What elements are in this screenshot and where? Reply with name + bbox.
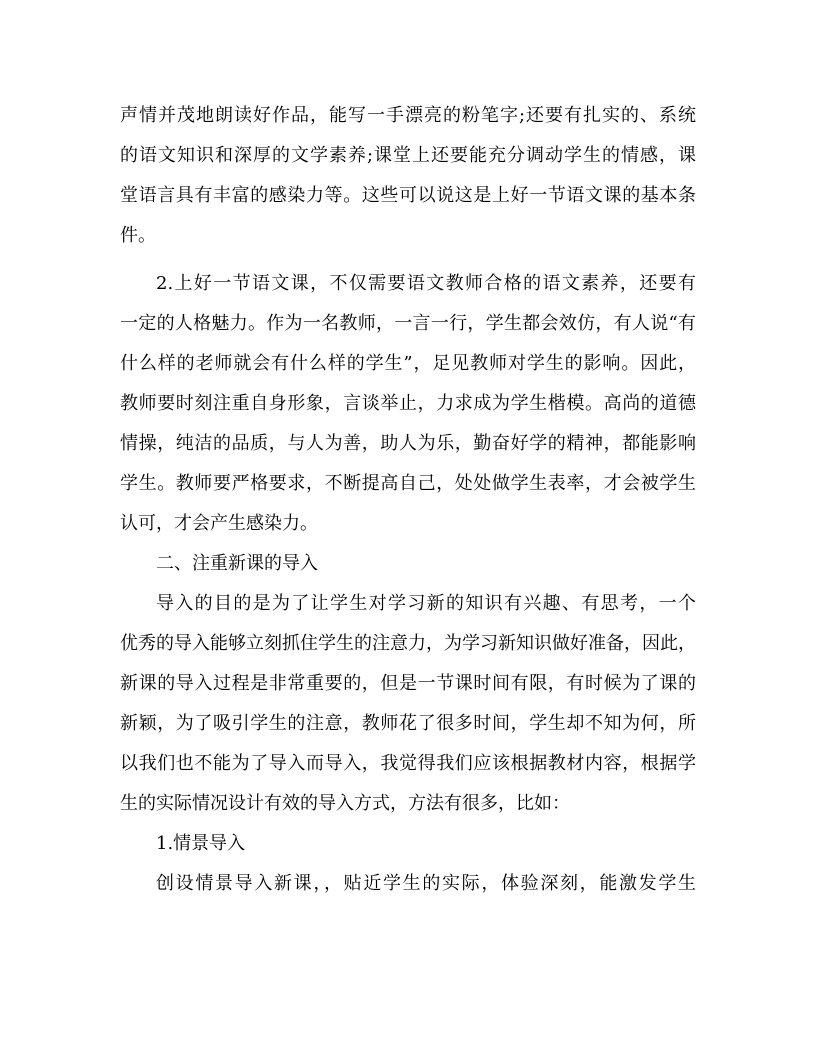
paragraph-gap xyxy=(120,256,696,264)
paragraph-3-line: 新颖，为了吸引学生的注意，教师花了很多时间，学生却不知为何，所 xyxy=(120,713,696,734)
paragraph-1 xyxy=(120,96,696,256)
paragraph-2-line: 一定的人格魅力。作为一名教师，一言一行，学生都会效仿，有人说“有 xyxy=(120,313,696,334)
paragraph-2-line: 什么样的老师就会有什么样的学生”，足见教师对学生的影响。因此， xyxy=(120,353,696,374)
document-page xyxy=(120,96,696,904)
paragraph-3-line: 以我们也不能为了导入而导入，我觉得我们应该根据教材内容，根据学 xyxy=(120,753,696,774)
paragraph-1-line: 件。 xyxy=(120,225,156,246)
paragraph-1-line: 的语文知识和深厚的文学素养;课堂上还要能充分调动学生的情感，课 xyxy=(120,145,696,166)
paragraph-3-line: 优秀的导入能够立刻抓住学生的注意力，为学习新知识做好准备，因此， xyxy=(120,633,696,654)
paragraph-1-line: 声情并茂地朗读好作品，能写一手漂亮的粉笔字;还要有扎实的、系统 xyxy=(120,105,696,126)
paragraph-3 xyxy=(120,584,696,824)
paragraph-3-line: 新课的导入过程是非常重要的，但是一节课时间有限，有时候为了课的 xyxy=(120,673,696,694)
paragraph-1-line: 堂语言具有丰富的感染力等。这些可以说这是上好一节语文课的基本条 xyxy=(120,185,696,206)
paragraph-2-line: 教师要时刻注重自身形象，言谈举止，力求成为学生楷模。高尚的道德 xyxy=(120,393,696,414)
paragraph-2-line: 情操，纯洁的品质，与人为善，助人为乐，勤奋好学的精神，都能影响 xyxy=(120,433,696,454)
section-heading: 二、注重新课的导入 xyxy=(156,553,318,574)
paragraph-4-line: 创设情景导入新课，，贴近学生的实际，体验深刻，能激发学生 xyxy=(156,873,696,894)
subsection-heading: 1.情景导入 xyxy=(156,833,246,854)
paragraph-3-line: 生的实际情况设计有效的导入方式，方法有很多，比如： xyxy=(120,793,570,814)
paragraph-2-line: 2.上好一节语文课，不仅需要语文教师合格的语文素养，还要有 xyxy=(156,273,696,294)
paragraph-2 xyxy=(120,264,696,544)
paragraph-3-line: 导入的目的是为了让学生对学习新的知识有兴趣、有思考，一个 xyxy=(156,593,696,614)
paragraph-2-line: 认可，才会产生感染力。 xyxy=(120,513,318,534)
paragraph-4 xyxy=(120,864,696,904)
paragraph-2-line: 学生。教师要严格要求，不断提高自己，处处做学生表率，才会被学生 xyxy=(120,473,696,494)
